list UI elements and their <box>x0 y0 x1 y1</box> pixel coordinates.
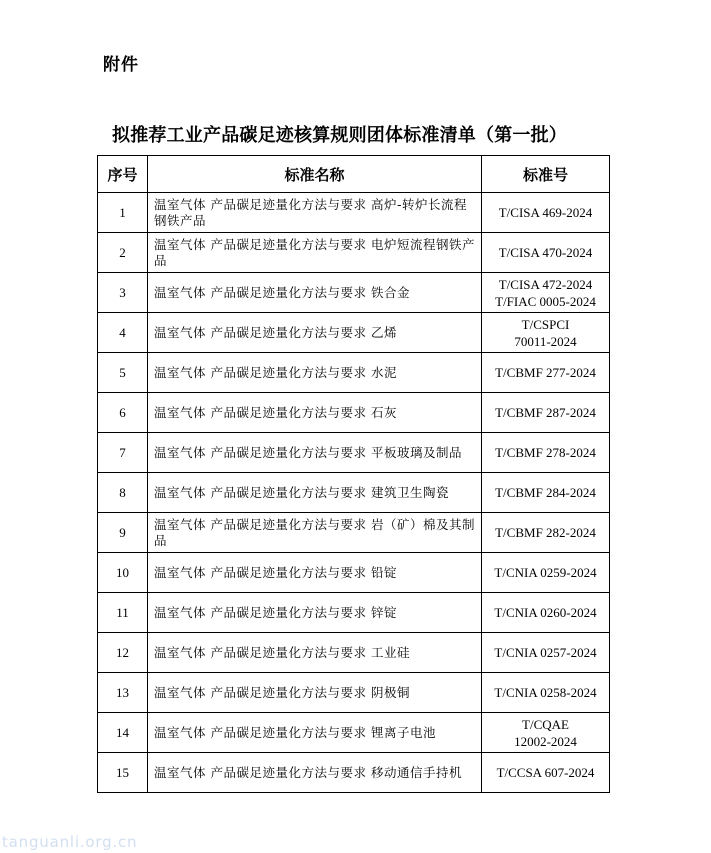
serial-number-cell: 4 <box>98 313 148 353</box>
serial-number-cell: 15 <box>98 753 148 793</box>
header-standard-code: 标准号 <box>482 156 610 193</box>
standard-code-cell <box>482 473 610 513</box>
table-row <box>98 473 610 513</box>
standard-code-line: T/CNIA 0257-2024 <box>494 645 597 660</box>
standard-code-cell <box>482 233 610 273</box>
standard-code-line: T/CISA 469-2024 <box>498 205 593 220</box>
table-row <box>98 393 610 433</box>
standard-code-line: T/CCSA 607-2024 <box>496 765 595 780</box>
serial-number-cell: 13 <box>98 673 148 713</box>
serial-number-cell: 10 <box>98 553 148 593</box>
standard-code-line: T/CISA 472-2024 <box>498 276 593 292</box>
standard-code-cell <box>482 353 610 393</box>
standard-code-cell <box>482 273 610 313</box>
standard-code-line: T/CBMF 277-2024 <box>495 365 596 380</box>
standard-code-line: T/CSPCI <box>521 316 570 332</box>
standard-code-line: T/CQAE <box>522 716 569 732</box>
serial-number-cell: 3 <box>98 273 148 313</box>
table-row <box>98 553 610 593</box>
standard-name-cell: 温室气体 产品碳足迹量化方法与要求 水泥 <box>148 353 482 393</box>
table-row <box>98 713 610 753</box>
standard-code-cell <box>482 593 610 633</box>
standard-name-cell: 温室气体 产品碳足迹量化方法与要求 工业硅 <box>148 633 482 673</box>
standard-code-line: T/CBMF 278-2024 <box>495 445 596 460</box>
table-body <box>98 193 610 793</box>
header-standard-name: 标准名称 <box>148 156 482 193</box>
standard-code-cell <box>482 633 610 673</box>
standard-name-cell: 温室气体 产品碳足迹量化方法与要求 乙烯 <box>148 313 482 353</box>
table-row <box>98 233 610 273</box>
serial-number-cell: 12 <box>98 633 148 673</box>
standard-name-cell: 温室气体 产品碳足迹量化方法与要求 岩（矿）棉及其制品 <box>148 513 482 553</box>
serial-number-cell: 9 <box>98 513 148 553</box>
standard-code-cell <box>482 753 610 793</box>
standard-name-cell: 温室气体 产品碳足迹量化方法与要求 建筑卫生陶瓷 <box>148 473 482 513</box>
standard-name-cell: 温室气体 产品碳足迹量化方法与要求 铁合金 <box>148 273 482 313</box>
standard-code-line: T/CNIA 0258-2024 <box>494 685 597 700</box>
table-row <box>98 433 610 473</box>
standard-code-line: T/CNIA 0260-2024 <box>494 605 597 620</box>
standard-code-cell <box>482 513 610 553</box>
standard-name-cell: 温室气体 产品碳足迹量化方法与要求 阴极铜 <box>148 673 482 713</box>
document-title: 拟推荐工业产品碳足迹核算规则团体标准清单（第一批） <box>112 125 567 146</box>
serial-number-cell: 11 <box>98 593 148 633</box>
table-header-row <box>98 156 610 193</box>
standard-code-cell <box>482 433 610 473</box>
standard-code-line: T/CISA 470-2024 <box>498 245 593 260</box>
standard-name-cell: 温室气体 产品碳足迹量化方法与要求 铅锭 <box>148 553 482 593</box>
standard-name-cell: 温室气体 产品碳足迹量化方法与要求 电炉短流程钢铁产品 <box>148 233 482 273</box>
serial-number-cell: 1 <box>98 193 148 233</box>
standard-name-cell: 温室气体 产品碳足迹量化方法与要求 平板玻璃及制品 <box>148 433 482 473</box>
standard-code-cell <box>482 393 610 433</box>
header-serial-number: 序号 <box>98 156 148 193</box>
standard-name-cell: 温室气体 产品碳足迹量化方法与要求 高炉-转炉长流程钢铁产品 <box>148 193 482 233</box>
standard-code-line: 70011-2024 <box>514 333 577 349</box>
standard-code-cell <box>482 553 610 593</box>
serial-number-cell: 14 <box>98 713 148 753</box>
standard-code-line: 12002-2024 <box>514 733 577 749</box>
serial-number-cell: 5 <box>98 353 148 393</box>
table-row <box>98 273 610 313</box>
table-row <box>98 673 610 713</box>
standards-table <box>97 155 610 793</box>
serial-number-cell: 7 <box>98 433 148 473</box>
standard-name-cell: 温室气体 产品碳足迹量化方法与要求 移动通信手持机 <box>148 753 482 793</box>
table-row <box>98 513 610 553</box>
standard-code-line: T/CBMF 282-2024 <box>495 525 596 540</box>
watermark-text: tanguanli.org.cn <box>2 833 138 851</box>
standard-name-cell: 温室气体 产品碳足迹量化方法与要求 锂离子电池 <box>148 713 482 753</box>
table-row <box>98 593 610 633</box>
table-row <box>98 753 610 793</box>
standard-code-cell <box>482 193 610 233</box>
attachment-label: 附件 <box>103 55 139 75</box>
standard-code-line: T/FIAC 0005-2024 <box>495 293 596 309</box>
table-row <box>98 193 610 233</box>
standard-name-cell: 温室气体 产品碳足迹量化方法与要求 锌锭 <box>148 593 482 633</box>
standard-code-cell <box>482 313 610 353</box>
standard-code-cell <box>482 673 610 713</box>
serial-number-cell: 2 <box>98 233 148 273</box>
standard-code-line: T/CNIA 0259-2024 <box>494 565 597 580</box>
table-row <box>98 313 610 353</box>
standard-code-line: T/CBMF 287-2024 <box>495 405 596 420</box>
standard-code-cell <box>482 713 610 753</box>
serial-number-cell: 8 <box>98 473 148 513</box>
standard-code-line: T/CBMF 284-2024 <box>495 485 596 500</box>
serial-number-cell: 6 <box>98 393 148 433</box>
standard-name-cell: 温室气体 产品碳足迹量化方法与要求 石灰 <box>148 393 482 433</box>
table-row <box>98 353 610 393</box>
table-row <box>98 633 610 673</box>
